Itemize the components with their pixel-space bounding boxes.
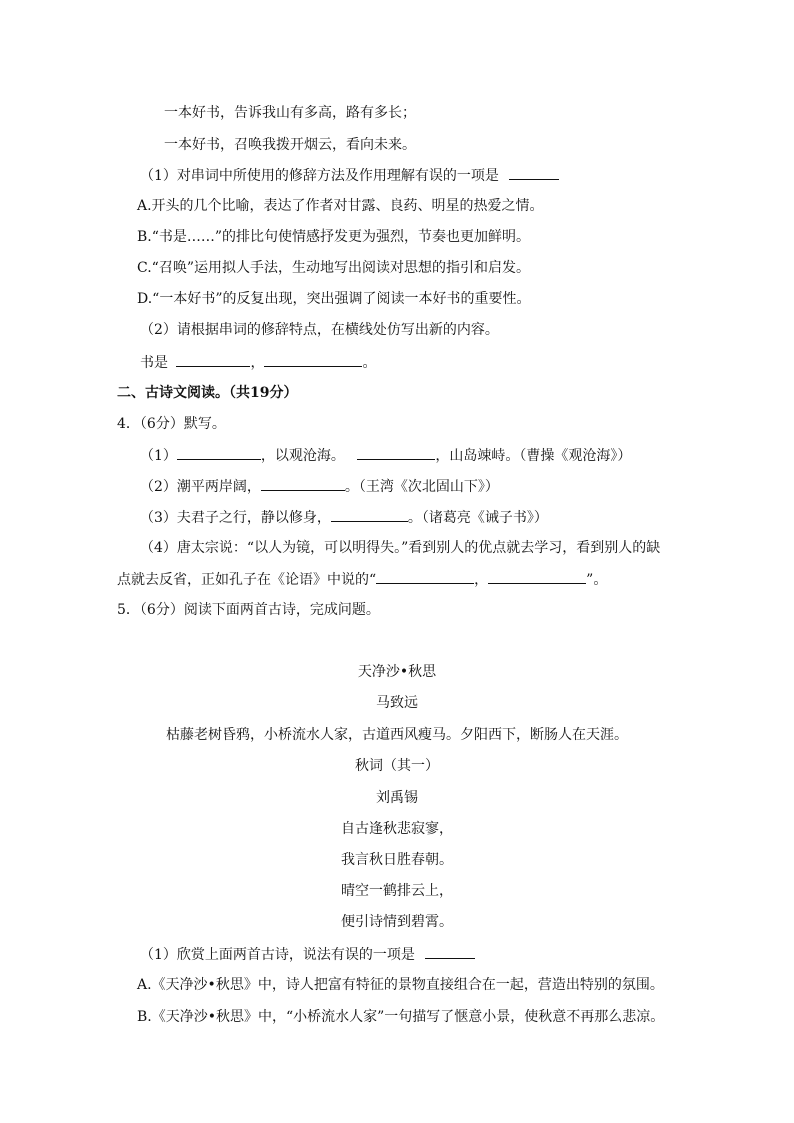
q3-sub1 — [140, 165, 559, 186]
poem2-line: 晴空一鹤排云上， — [341, 883, 453, 899]
q4-i4-end: ”。 — [586, 572, 608, 588]
poem2-line: 自古逢秋悲寂寥， — [341, 821, 453, 837]
q4-i2-suffix: 。（王湾《次北固山下》） — [344, 479, 499, 495]
q4-i1-b: ，山岛竦峙。（曹操《观沧海》） — [435, 448, 632, 464]
poem2-line: 便引诗情到碧霄。 — [341, 914, 453, 930]
poem-line-1: 一本好书，告诉我山有多高，路有多长； — [164, 105, 416, 121]
q4-item-1 — [140, 445, 631, 466]
q5-option-a: A.《天净沙•秋思》中，诗人把富有特征的景物直接组合在一起，营造出特别的氛围。 — [137, 977, 664, 993]
answer-blank[interactable] — [376, 569, 474, 584]
q4-item-4-line1: （4）唐太宗说：“以人为镜，可以明得失。”看到别人的优点就去学习，看到别人的缺 — [140, 540, 661, 556]
q3-fill-line — [140, 352, 376, 373]
answer-blank[interactable] — [425, 944, 475, 959]
answer-blank[interactable] — [176, 352, 250, 367]
q5-title: 5．（6分）阅读下面两首古诗，完成问题。 — [117, 602, 380, 618]
q4-i1-a: ，以观沧海。 — [260, 448, 345, 464]
q4-i4-mid: ， — [474, 572, 489, 588]
poem1-text: 枯藤老树昏鸦，小桥流水人家，古道西风瘦马。夕阳西下，断肠人在天涯。 — [166, 727, 628, 743]
answer-blank[interactable] — [357, 445, 435, 460]
q5-option-b: B.《天净沙•秋思》中，“小桥流水人家”一句描写了惬意小景，使秋意不再那么悲凉。 — [137, 1009, 665, 1025]
answer-blank[interactable] — [177, 445, 261, 460]
q5-sub1 — [140, 944, 475, 965]
answer-blank[interactable] — [331, 507, 408, 522]
answer-blank[interactable] — [264, 352, 362, 367]
q4-i3-suffix: 。（诸葛亮《诫子书》） — [407, 510, 548, 526]
q5-sub1-text: （1）欣赏上面两首古诗，说法有误的一项是 — [140, 947, 415, 963]
answer-blank[interactable] — [488, 569, 586, 584]
fill-prefix: 书是 — [140, 355, 168, 371]
q4-item-2 — [140, 476, 499, 497]
q4-item-4-line2 — [117, 569, 607, 590]
poem2-line: 我言秋日胜春朝。 — [341, 852, 453, 868]
fill-comma: ， — [250, 355, 265, 371]
section-heading: 二、古诗文阅读。（共19分） — [117, 385, 298, 401]
q4-i3-prefix: （3）夫君子之行，静以修身， — [140, 510, 331, 526]
q4-title: 4．（6分）默写。 — [117, 416, 226, 432]
q4-i2-prefix: （2）潮平两岸阔， — [140, 479, 261, 495]
q4-i1-prefix: （1） — [140, 448, 177, 464]
q3-option-a: A.开头的几个比喻，表达了作者对甘露、良药、明星的热爱之情。 — [137, 198, 544, 214]
poem1-title: 天净沙•秋思 — [357, 664, 437, 680]
q3-sub2: （2）请根据串词的修辞特点，在横线处仿写出新的内容。 — [140, 322, 499, 338]
q3-option-d: D.“一本好书”的反复出现，突出强调了阅读一本好书的重要性。 — [137, 291, 531, 307]
q4-i4-prefix: 点就去反省，正如孔子在《论语》中说的“ — [117, 572, 377, 588]
q3-option-b: B.“书是……”的排比句使情感抒发更为强烈，节奏也更加鲜明。 — [137, 229, 531, 245]
poem1-author: 马致远 — [376, 695, 418, 711]
poem2-author: 刘禹锡 — [376, 790, 418, 806]
answer-blank[interactable] — [509, 165, 559, 180]
poem-line-2: 一本好书，召唤我拨开烟云，看向未来。 — [164, 137, 416, 153]
q3-sub1-text: （1）对串词中所使用的修辞方法及作用理解有误的一项是 — [140, 168, 499, 184]
answer-blank[interactable] — [261, 476, 345, 491]
fill-end: 。 — [362, 355, 377, 371]
q3-option-c: C.“召唤”运用拟人手法，生动地写出阅读对思想的指引和启发。 — [137, 260, 530, 276]
poem2-title: 秋词（其一） — [355, 758, 439, 774]
q4-item-3 — [140, 507, 548, 528]
